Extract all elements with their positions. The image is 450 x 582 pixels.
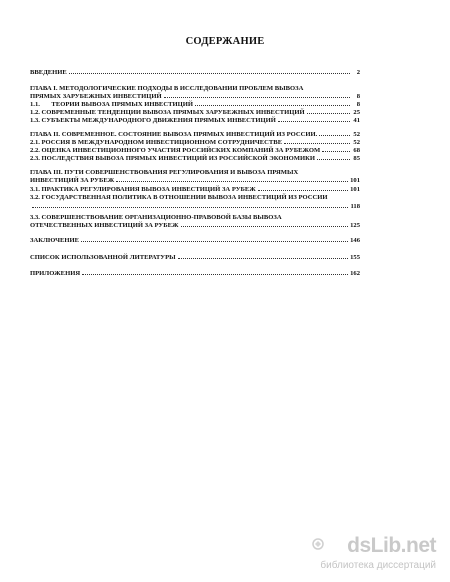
toc-page-number: 68 xyxy=(353,147,360,154)
toc-page-number: 52 xyxy=(353,139,360,146)
toc-leader-dots xyxy=(284,142,350,144)
page-title: СОДЕРЖАНИЕ xyxy=(185,36,265,47)
toc-leader-dots xyxy=(81,240,348,242)
toc-leader-dots xyxy=(82,273,348,275)
toc-section-2-3[interactable] xyxy=(30,155,360,163)
toc-section-1-1[interactable] xyxy=(30,101,360,109)
toc-entry-text: ЗАКЛЮЧЕНИЕ xyxy=(30,237,80,244)
toc-page-number: 85 xyxy=(353,155,360,162)
toc-entry-introduction[interactable] xyxy=(30,69,360,77)
toc-leader-dots xyxy=(32,206,348,208)
toc-entry-references[interactable] xyxy=(30,254,360,262)
toc-leader-dots xyxy=(164,96,350,98)
toc-leader-dots xyxy=(116,180,348,182)
toc-page-number: 25 xyxy=(353,109,360,116)
toc-chapter-3-heading-cont[interactable] xyxy=(30,177,360,185)
watermark-logo-text: dsLib.net xyxy=(347,534,436,557)
toc-entry-text: ОТЕЧЕСТВЕННЫХ ИНВЕСТИЦИЙ ЗА РУБЕЖ xyxy=(30,222,179,229)
dslib-logo-icon xyxy=(312,538,324,550)
toc-entry-text: СПИСОК ИСПОЛЬЗОВАННОЙ ЛИТЕРАТУРЫ xyxy=(30,254,176,261)
toc-entry-text: 1.1. ТЕОРИИ ВЫВОЗА ПРЯМЫХ ИНВЕСТИЦИЙ xyxy=(30,101,194,108)
toc-leader-dots xyxy=(195,104,350,106)
toc-page-number: 155 xyxy=(350,254,360,261)
toc-entry-text: 2.2. ОЦЕНКА ИНВЕСТИЦИОННОГО УЧАСТИЯ РОССИЙСКИХ КОМПАНИЙ ЗА РУБЕЖОМ xyxy=(30,147,321,154)
toc-chapter-3-heading[interactable] xyxy=(30,169,360,177)
toc-entry-text: 2.3. ПОСЛЕДСТВИЯ ВЫВОЗА ПРЯМЫХ ИНВЕСТИЦИЙ ИЗ РОССИЙСКОЙ ЭКОНОМИКИ xyxy=(30,155,316,162)
toc-page-number: 2 xyxy=(356,69,360,76)
toc-page-number: 41 xyxy=(353,117,360,124)
toc-section-2-1[interactable] xyxy=(30,139,360,147)
toc-page-number: 101 xyxy=(350,186,360,193)
toc-leader-dots xyxy=(319,134,350,136)
toc-section-3-2[interactable] xyxy=(30,194,360,202)
toc-entry-text: 1.3. СУБЪЕКТЫ МЕЖДУНАРОДНОГО ДВИЖЕНИЯ ПРЯМЫХ ИНВЕСТИЦИЙ xyxy=(30,117,276,124)
toc-entry-text: ВВЕДЕНИЕ xyxy=(30,69,67,76)
toc-entry-conclusion[interactable] xyxy=(30,237,360,245)
toc-page-number: 8 xyxy=(356,93,360,100)
watermark-subtitle: библиотека диссертаций xyxy=(320,560,436,571)
toc-page-number: 146 xyxy=(350,237,360,244)
toc-page-number: 101 xyxy=(350,177,360,184)
toc-chapter-1-heading[interactable] xyxy=(30,85,360,93)
toc-entry-text: 3.2. ГОСУДАРСТВЕННАЯ ПОЛИТИКА В ОТНОШЕНИИ ВЫВОЗА ИНВЕСТИЦИЙ ИЗ РОССИИ xyxy=(30,194,328,201)
toc-entry-text: 1.2. СОВРЕМЕННЫЕ ТЕНДЕНЦИИ ВЫВОЗА ПРЯМЫХ ЗАРУБЕЖНЫХ ИНВЕСТИЦИЙ xyxy=(30,109,305,116)
toc-entry-text: ИНВЕСТИЦИЙ ЗА РУБЕЖ xyxy=(30,177,115,184)
toc-page-number: 125 xyxy=(350,222,360,229)
toc-entry-text: ГЛАВА II. СОВРЕМЕННОЕ. СОСТОЯНИЕ ВЫВОЗА ПРЯМЫХ ИНВЕСТИЦИЙ ИЗ РОССИИ. xyxy=(30,131,318,138)
toc-leader-dots xyxy=(307,112,350,114)
toc-leader-dots xyxy=(181,225,349,227)
toc-page-number: 162 xyxy=(350,270,360,277)
toc-page-number: 8 xyxy=(356,101,360,108)
toc-entry-text: ГЛАВА I. МЕТОДОЛОГИЧЕСКИЕ ПОДХОДЫ В ИССЛЕДОВАНИИ ПРОБЛЕМ ВЫВОЗА xyxy=(30,85,304,92)
toc-chapter-1-heading-cont[interactable] xyxy=(30,93,360,101)
toc-section-3-3[interactable] xyxy=(30,214,360,222)
toc-section-3-3-cont[interactable] xyxy=(30,222,360,230)
toc-leader-dots xyxy=(278,120,350,122)
toc-leader-dots xyxy=(322,150,350,152)
toc-page-number: 118 xyxy=(350,203,360,210)
toc-entry-appendices[interactable] xyxy=(30,270,360,278)
toc-entry-text: 3.3. СОВЕРШЕНСТВОВАНИЕ ОРГАНИЗАЦИОННО-ПРАВОВОЙ БАЗЫ ВЫВОЗА xyxy=(30,214,282,221)
toc-page-number: 52 xyxy=(353,131,360,138)
toc-entry-text: ГЛАВА III. ПУТИ СОВЕРШЕНСТВОВАНИЯ РЕГУЛИРОВАНИЯ И ВЫВОЗА ПРЯМЫХ xyxy=(30,169,299,176)
toc-leader-dots xyxy=(258,189,348,191)
toc-section-2-2[interactable] xyxy=(30,147,360,155)
toc-entry-text: 2.1. РОССИЯ В МЕЖДУНАРОДНОМ ИНВЕСТИЦИОННОМ СОТРУДНИЧЕСТВЕ xyxy=(30,139,283,146)
toc-leader-dots xyxy=(317,158,350,160)
toc-entry-text: 3.1. ПРАКТИКА РЕГУЛИРОВАНИЯ ВЫВОЗА ИНВЕСТИЦИЙ ЗА РУБЕЖ xyxy=(30,186,256,193)
toc-section-3-1[interactable] xyxy=(30,186,360,194)
toc-entry-text: ПРЯМЫХ ЗАРУБЕЖНЫХ ИНВЕСТИЦИЙ xyxy=(30,93,162,100)
dslib-watermark xyxy=(320,534,436,574)
toc-section-1-2[interactable] xyxy=(30,109,360,117)
toc-section-1-3[interactable] xyxy=(30,117,360,125)
toc-section-3-2-cont[interactable] xyxy=(30,203,360,211)
toc-leader-dots xyxy=(69,72,350,74)
toc-leader-dots xyxy=(178,257,348,259)
toc-entry-text: ПРИЛОЖЕНИЯ xyxy=(30,270,81,277)
toc-chapter-2-heading[interactable] xyxy=(30,131,360,139)
